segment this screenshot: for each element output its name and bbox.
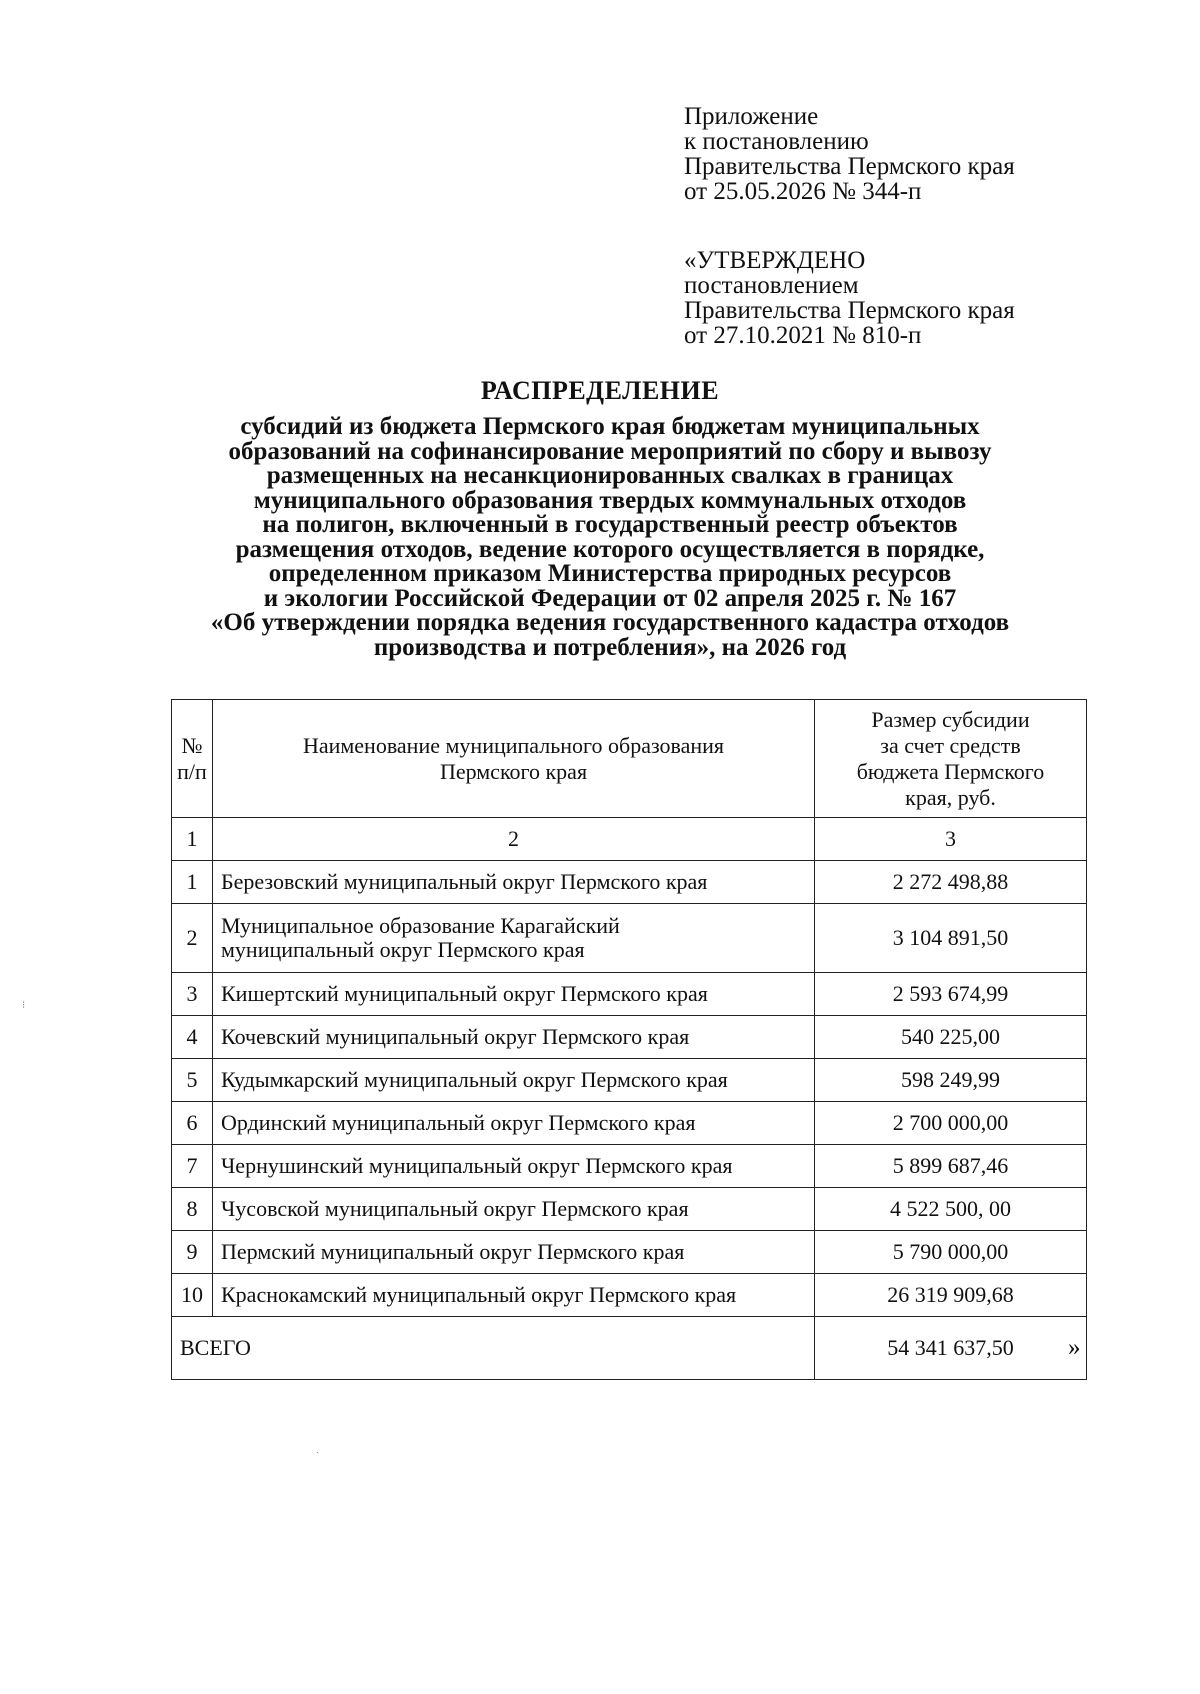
row-name: Кочевский муниципальный округ Пермского края (213, 1016, 815, 1059)
row-name: Краснокамский муниципальный округ Пермского края (213, 1274, 815, 1317)
subtitle-line: «Об утверждении порядка ведения государственного кадастра отходов (210, 609, 1010, 636)
table-row (172, 1188, 1087, 1231)
row-number: 10 (172, 1274, 213, 1317)
row-name: Чернушинский муниципальный округ Пермского края (213, 1145, 815, 1188)
row-amount: 2 700 000,00 (815, 1102, 1087, 1145)
table-row (172, 1016, 1087, 1059)
approved-line: постановлением (684, 272, 859, 299)
column-index-cell: 2 (213, 818, 815, 861)
row-name: Пермский муниципальный округ Пермского края (213, 1231, 815, 1274)
column-index-row (172, 818, 1087, 861)
table-header-row (172, 700, 1087, 818)
approved-line: Правительства Пермского края (684, 297, 1015, 324)
scan-speck: ⁝ (22, 1000, 26, 1011)
subtitle-line: размещенных на несанкционированных свалках в границах (266, 462, 954, 489)
appendix-date-line: от 25.05.2026 № 344-п (684, 178, 922, 205)
document-subtitle (130, 415, 1090, 660)
table-row (172, 1145, 1087, 1188)
table-row (172, 1102, 1087, 1145)
subtitle-line: и экологии Российской Федерации от 02 апреля 2025 г. № 167 (263, 584, 957, 612)
appendix-line: к постановлению (684, 128, 869, 155)
row-number: 1 (172, 861, 213, 904)
row-name-line: муниципальный округ Пермского края (221, 937, 585, 962)
row-amount: 5 790 000,00 (815, 1231, 1087, 1274)
row-amount: 2 272 498,88 (815, 861, 1087, 904)
row-amount: 540 225,00 (815, 1016, 1087, 1059)
row-name-line: Муниципальное образование Карагайский (221, 913, 620, 938)
row-amount: 4 522 500, 00 (815, 1188, 1087, 1231)
row-amount: 598 249,99 (815, 1059, 1087, 1102)
subtitle-line: производства и потребления», на 2026 год (373, 633, 847, 661)
approved-block (684, 248, 1124, 348)
row-number: 8 (172, 1188, 213, 1231)
header-amount-label: бюджета Пермского (856, 758, 1045, 784)
subtitle-line: определенном приказом Министерства природных ресурсов (268, 560, 952, 587)
row-amount: 3 104 891,50 (815, 904, 1087, 973)
approved-date-line: от 27.10.2021 № 810-п (684, 322, 922, 349)
document-title: РАСПРЕДЕЛЕНИЕ (480, 376, 720, 405)
row-amount: 5 899 687,46 (815, 1145, 1087, 1188)
header-num-cell (172, 700, 213, 818)
header-name-label: Пермского края (439, 758, 588, 784)
table-row (172, 1231, 1087, 1274)
table-row (172, 1059, 1087, 1102)
appendix-line: Правительства Пермского края (684, 153, 1015, 180)
subtitle-line: образований на софинансирование мероприятий по сбору и вывозу (228, 437, 992, 465)
row-name: Кишертский муниципальный округ Пермского края (213, 973, 815, 1016)
header-amount-label: края, руб. (905, 784, 996, 810)
row-name: Березовский муниципальный округ Пермского края (213, 861, 815, 904)
row-number: 5 (172, 1059, 213, 1102)
header-name-cell (213, 700, 815, 818)
header-amount-cell (815, 700, 1087, 818)
table-row (172, 1274, 1087, 1317)
subtitle-line: на полигон, включенный в государственный реестр объектов (262, 511, 958, 538)
table-row (172, 904, 1087, 973)
closing-quote: » (1068, 1334, 1081, 1361)
row-number: 3 (172, 973, 213, 1016)
row-name: Кудымкарский муниципальный округ Пермского края (213, 1059, 815, 1102)
row-number: 4 (172, 1016, 213, 1059)
table-row (172, 861, 1087, 904)
row-number: 7 (172, 1145, 213, 1188)
subtitle-line: субсидий из бюджета Пермского края бюджетам муниципальных (240, 413, 980, 440)
header-amount-label: за счет средств (880, 732, 1021, 758)
row-name: Ординский муниципальный округ Пермского края (213, 1102, 815, 1145)
table-row (172, 973, 1087, 1016)
row-amount: 26 319 909,68 (815, 1274, 1087, 1317)
header-num-label: № (181, 732, 203, 758)
column-index-cell: 1 (172, 818, 213, 861)
row-name (213, 904, 815, 973)
subtitle-line: муниципального образования твердых коммунальных отходов (253, 486, 967, 514)
row-amount: 2 593 674,99 (815, 973, 1087, 1016)
row-number: 9 (172, 1231, 213, 1274)
header-name-label: Наименование муниципального образования (302, 732, 725, 758)
appendix-block (684, 104, 1124, 204)
row-name: Чусовской муниципальный округ Пермского края (213, 1188, 815, 1231)
approved-line: «УТВЕРЖДЕНО (684, 247, 866, 274)
distribution-table (171, 699, 1087, 1380)
row-number: 6 (172, 1102, 213, 1145)
total-label: ВСЕГО (172, 1317, 815, 1380)
subtitle-line: размещения отходов, ведение которого осуществляется в порядке, (235, 535, 985, 563)
appendix-line: Приложение (684, 103, 819, 130)
header-amount-label: Размер субсидии (871, 706, 1030, 732)
total-row (172, 1317, 1087, 1380)
column-index-cell: 3 (815, 818, 1087, 861)
header-num-label: п/п (177, 758, 207, 784)
scan-speck: ˎ (316, 1443, 320, 1454)
row-number: 2 (172, 904, 213, 973)
total-amount: 54 341 637,50 (815, 1317, 1087, 1380)
